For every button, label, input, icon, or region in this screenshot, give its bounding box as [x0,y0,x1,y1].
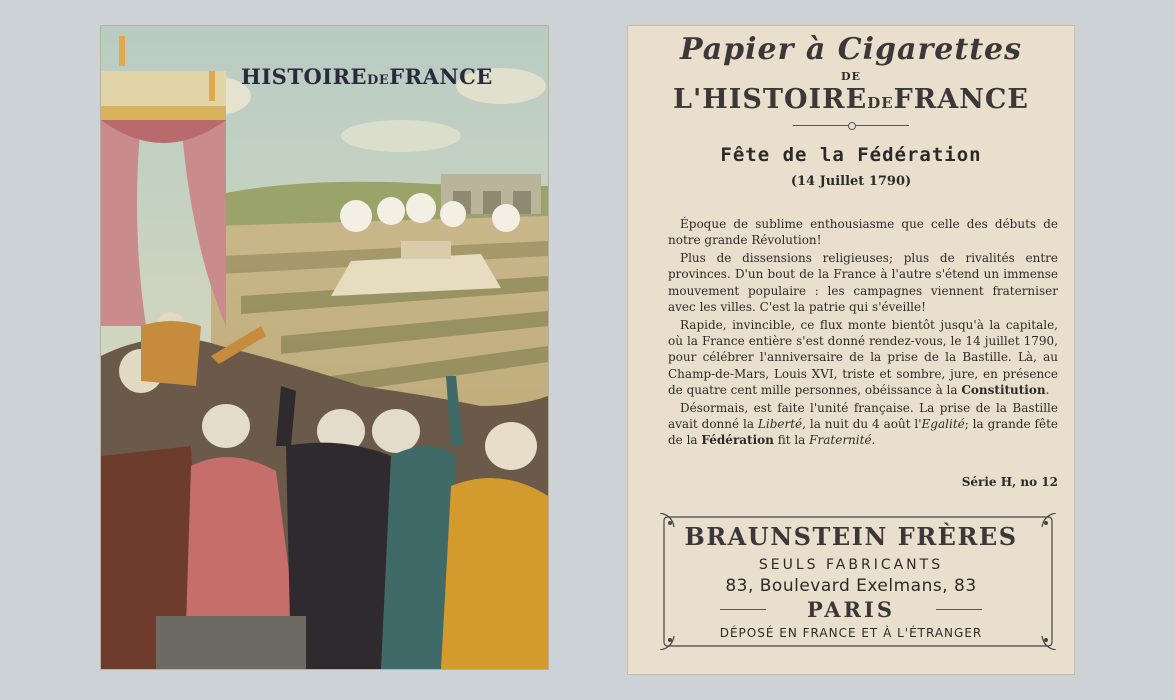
ornament-dot [848,122,856,130]
brand-histoire-de: DE [867,94,894,112]
series-number: Série H, no 12 [961,475,1058,489]
paragraph-4-text-e: ; la grande fête de la [668,417,1059,448]
card-front-illustration [101,26,548,669]
brand-histoire: L'HISTOIRE [673,84,868,115]
brand-line-histoire [628,84,1074,115]
paragraph-4-text-a: Désormais, est faite l'unité française. La prise de la Bastille avait donné la [668,400,1058,432]
paragraph-3 [668,317,1058,398]
front-title-histoire: HISTOIRE [241,64,368,89]
paragraph-4-end: . [871,433,876,448]
card-back-text [628,26,1074,674]
paragraph-2: Plus de dissensions religieuses; plus de rivalités entre provinces. D'un bout de la France à l'autre s'étend un immense mouvement populaire : les campagnes viennent fraterniser avec les villes. C'est la patrie qui s'éveille! [668,251,1058,314]
maker-subtitle: SEULS FABRICANTS [758,557,944,573]
brand-line-papier: Papier à Cigarettes [679,32,1023,67]
paragraph-4 [668,400,1058,449]
brand-france: FRANCE [893,84,1029,115]
fraternite-italic: Fraternité [809,433,872,448]
federation-bold: Fédération [701,433,774,448]
card-body-text [668,216,1058,450]
paragraph-1: Époque de sublime enthousiasme que celle des débuts de notre grande Révolution! [668,217,1058,248]
front-title-de: DE [367,73,390,88]
card-heading: Fête de la Fédération [720,144,982,166]
brand-de: DE [841,70,861,83]
constitution-bold: Constitution [961,382,1046,397]
liberte-italic: Liberté [757,417,803,432]
maker-address: 83, Boulevard Exelmans, 83 [725,576,977,596]
paragraph-4-text-c: , la nuit du 4 août l' [802,417,922,432]
maker-city: PARIS [807,597,895,622]
federation-scene-illustration [101,26,548,669]
card-date: (14 Juillet 1790) [790,174,912,189]
deposit-notice: DÉPOSÉ EN FRANCE ET À L'ÉTRANGER [719,626,983,640]
maker-name: BRAUNSTEIN FRÈRES [684,522,1018,551]
front-title-france: FRANCE [389,64,493,89]
paragraph-3-end: . [1045,382,1050,397]
egalite-italic: Egalité [921,417,965,432]
paragraph-4-text-g: fit la [777,433,806,448]
front-title [241,64,493,89]
paragraph-3-text: Rapide, invincible, ce flux monte bientôt jusqu'à la capitale, où la France entière s'est donné rendez-vous, le 14 juillet 1790, pour célébrer l'anniversaire de la prise de la Bastille. Là, au Champ-de-Mars, Louis XVI, triste et sombre, jure, en présence de quatre cent mille personnes, obéissance à la [668,317,1058,397]
